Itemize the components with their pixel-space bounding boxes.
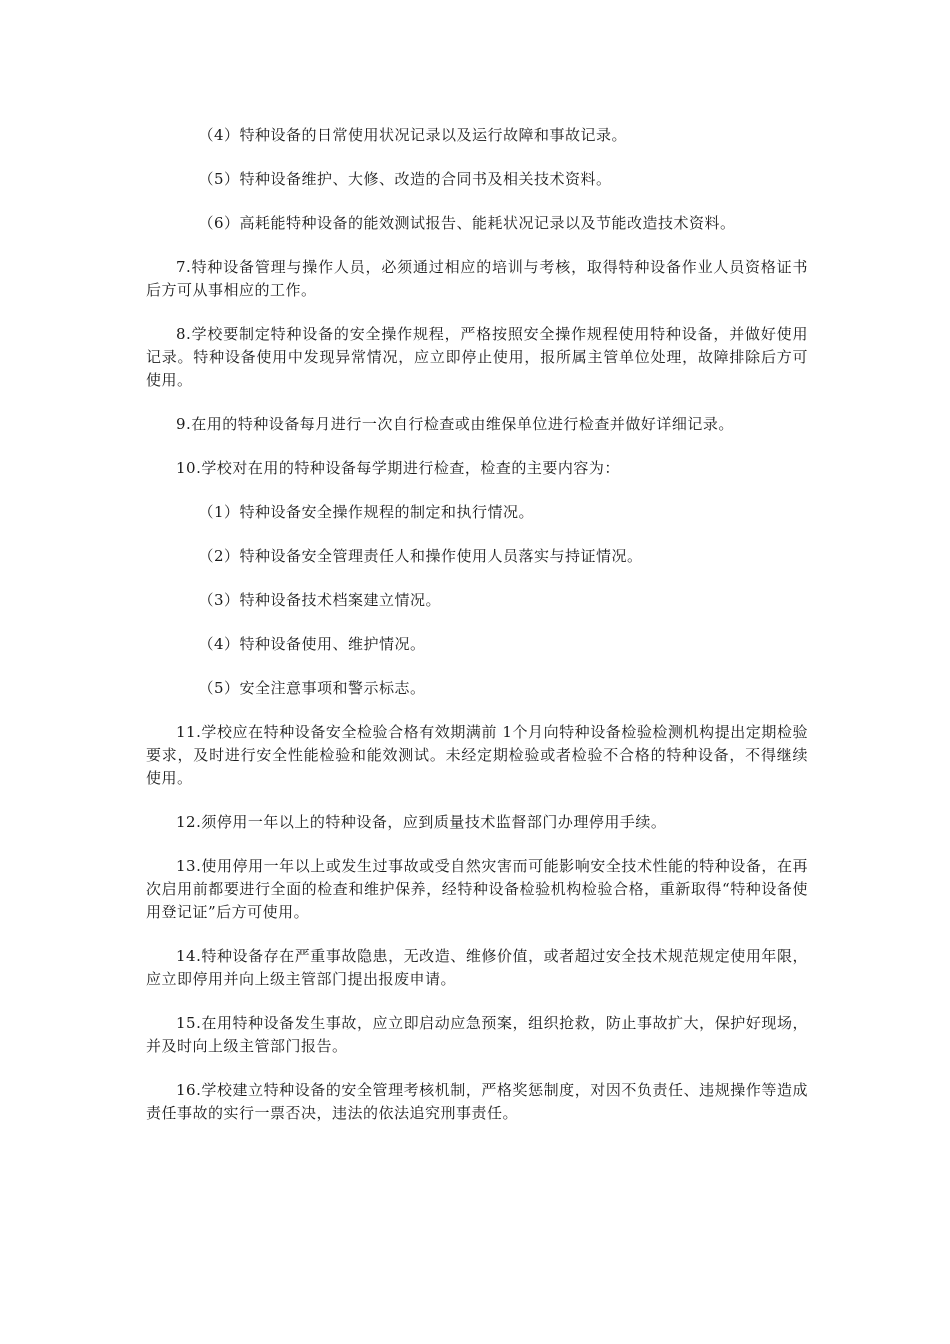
paragraph-13-reactivation: 13.使用停用一年以上或发生过事故或受自然灾害而可能影响安全技术性能的特种设备，在再次启用前都要进行全面的检查和维护保养，经特种设备检验机构检验合格，重新取得“特种设备使用登记证”后方可使用。 xyxy=(146,857,808,921)
paragraph-item-4-daily-records: （4）特种设备的日常使用状况记录以及运行故障和事故记录。 xyxy=(198,126,628,144)
paragraph-item-4-usage-maintenance: （4）特种设备使用、维护情况。 xyxy=(198,635,426,653)
paragraph-15-accident-response: 15.在用特种设备发生事故，应立即启动应急预案，组织抢救，防止事故扩大，保护好现场，并及时向上级主管部门报告。 xyxy=(146,1014,808,1055)
paragraph-11-periodic-inspection: 11.学校应在特种设备安全检验合格有效期满前 1个月向特种设备检验检测机构提出定期检验要求，及时进行安全性能检验和能效测试。未经定期检验或者检验不合格的特种设备，不得继续使用。 xyxy=(146,723,808,787)
paragraph-item-2-responsibility: （2）特种设备安全管理责任人和操作使用人员落实与持证情况。 xyxy=(198,547,643,565)
paragraph-8-operating-procedures: 8.学校要制定特种设备的安全操作规程，严格按照安全操作规程使用特种设备，并做好使用记录。特种设备使用中发现异常情况，应立即停止使用，报所属主管单位处理，故障排除后方可使用。 xyxy=(146,325,808,389)
paragraph-item-6-energy-reports: （6）高耗能特种设备的能效测试报告、能耗状况记录以及节能改造技术资料。 xyxy=(198,214,736,232)
paragraph-item-1-procedures: （1）特种设备安全操作规程的制定和执行情况。 xyxy=(198,503,535,521)
paragraph-10-semester-inspection: 10.学校对在用的特种设备每学期进行检查，检查的主要内容为： xyxy=(176,459,620,477)
paragraph-14-scrapping: 14.特种设备存在严重事故隐患，无改造、维修价值，或者超过安全技术规范规定使用年限，应立即停用并向上级主管部门提出报废申请。 xyxy=(146,947,808,988)
paragraph-item-5-warning-signs: （5）安全注意事项和警示标志。 xyxy=(198,679,426,697)
paragraph-16-assessment-mechanism: 16.学校建立特种设备的安全管理考核机制，严格奖惩制度，对因不负责任、违规操作等造成责任事故的实行一票否决，违法的依法追究刑事责任。 xyxy=(146,1081,808,1122)
paragraph-9-monthly-inspection: 9.在用的特种设备每月进行一次自行检查或由维保单位进行检查并做好详细记录。 xyxy=(176,415,734,433)
document-page xyxy=(146,124,808,1146)
paragraph-item-3-technical-files: （3）特种设备技术档案建立情况。 xyxy=(198,591,442,609)
paragraph-item-5-maintenance-contracts: （5）特种设备维护、大修、改造的合同书及相关技术资料。 xyxy=(198,170,612,188)
paragraph-12-suspension: 12.须停用一年以上的特种设备，应到质量技术监督部门办理停用手续。 xyxy=(176,813,667,831)
paragraph-7-personnel-training: 7.特种设备管理与操作人员，必须通过相应的培训与考核，取得特种设备作业人员资格证书后方可从事相应的工作。 xyxy=(146,258,808,299)
